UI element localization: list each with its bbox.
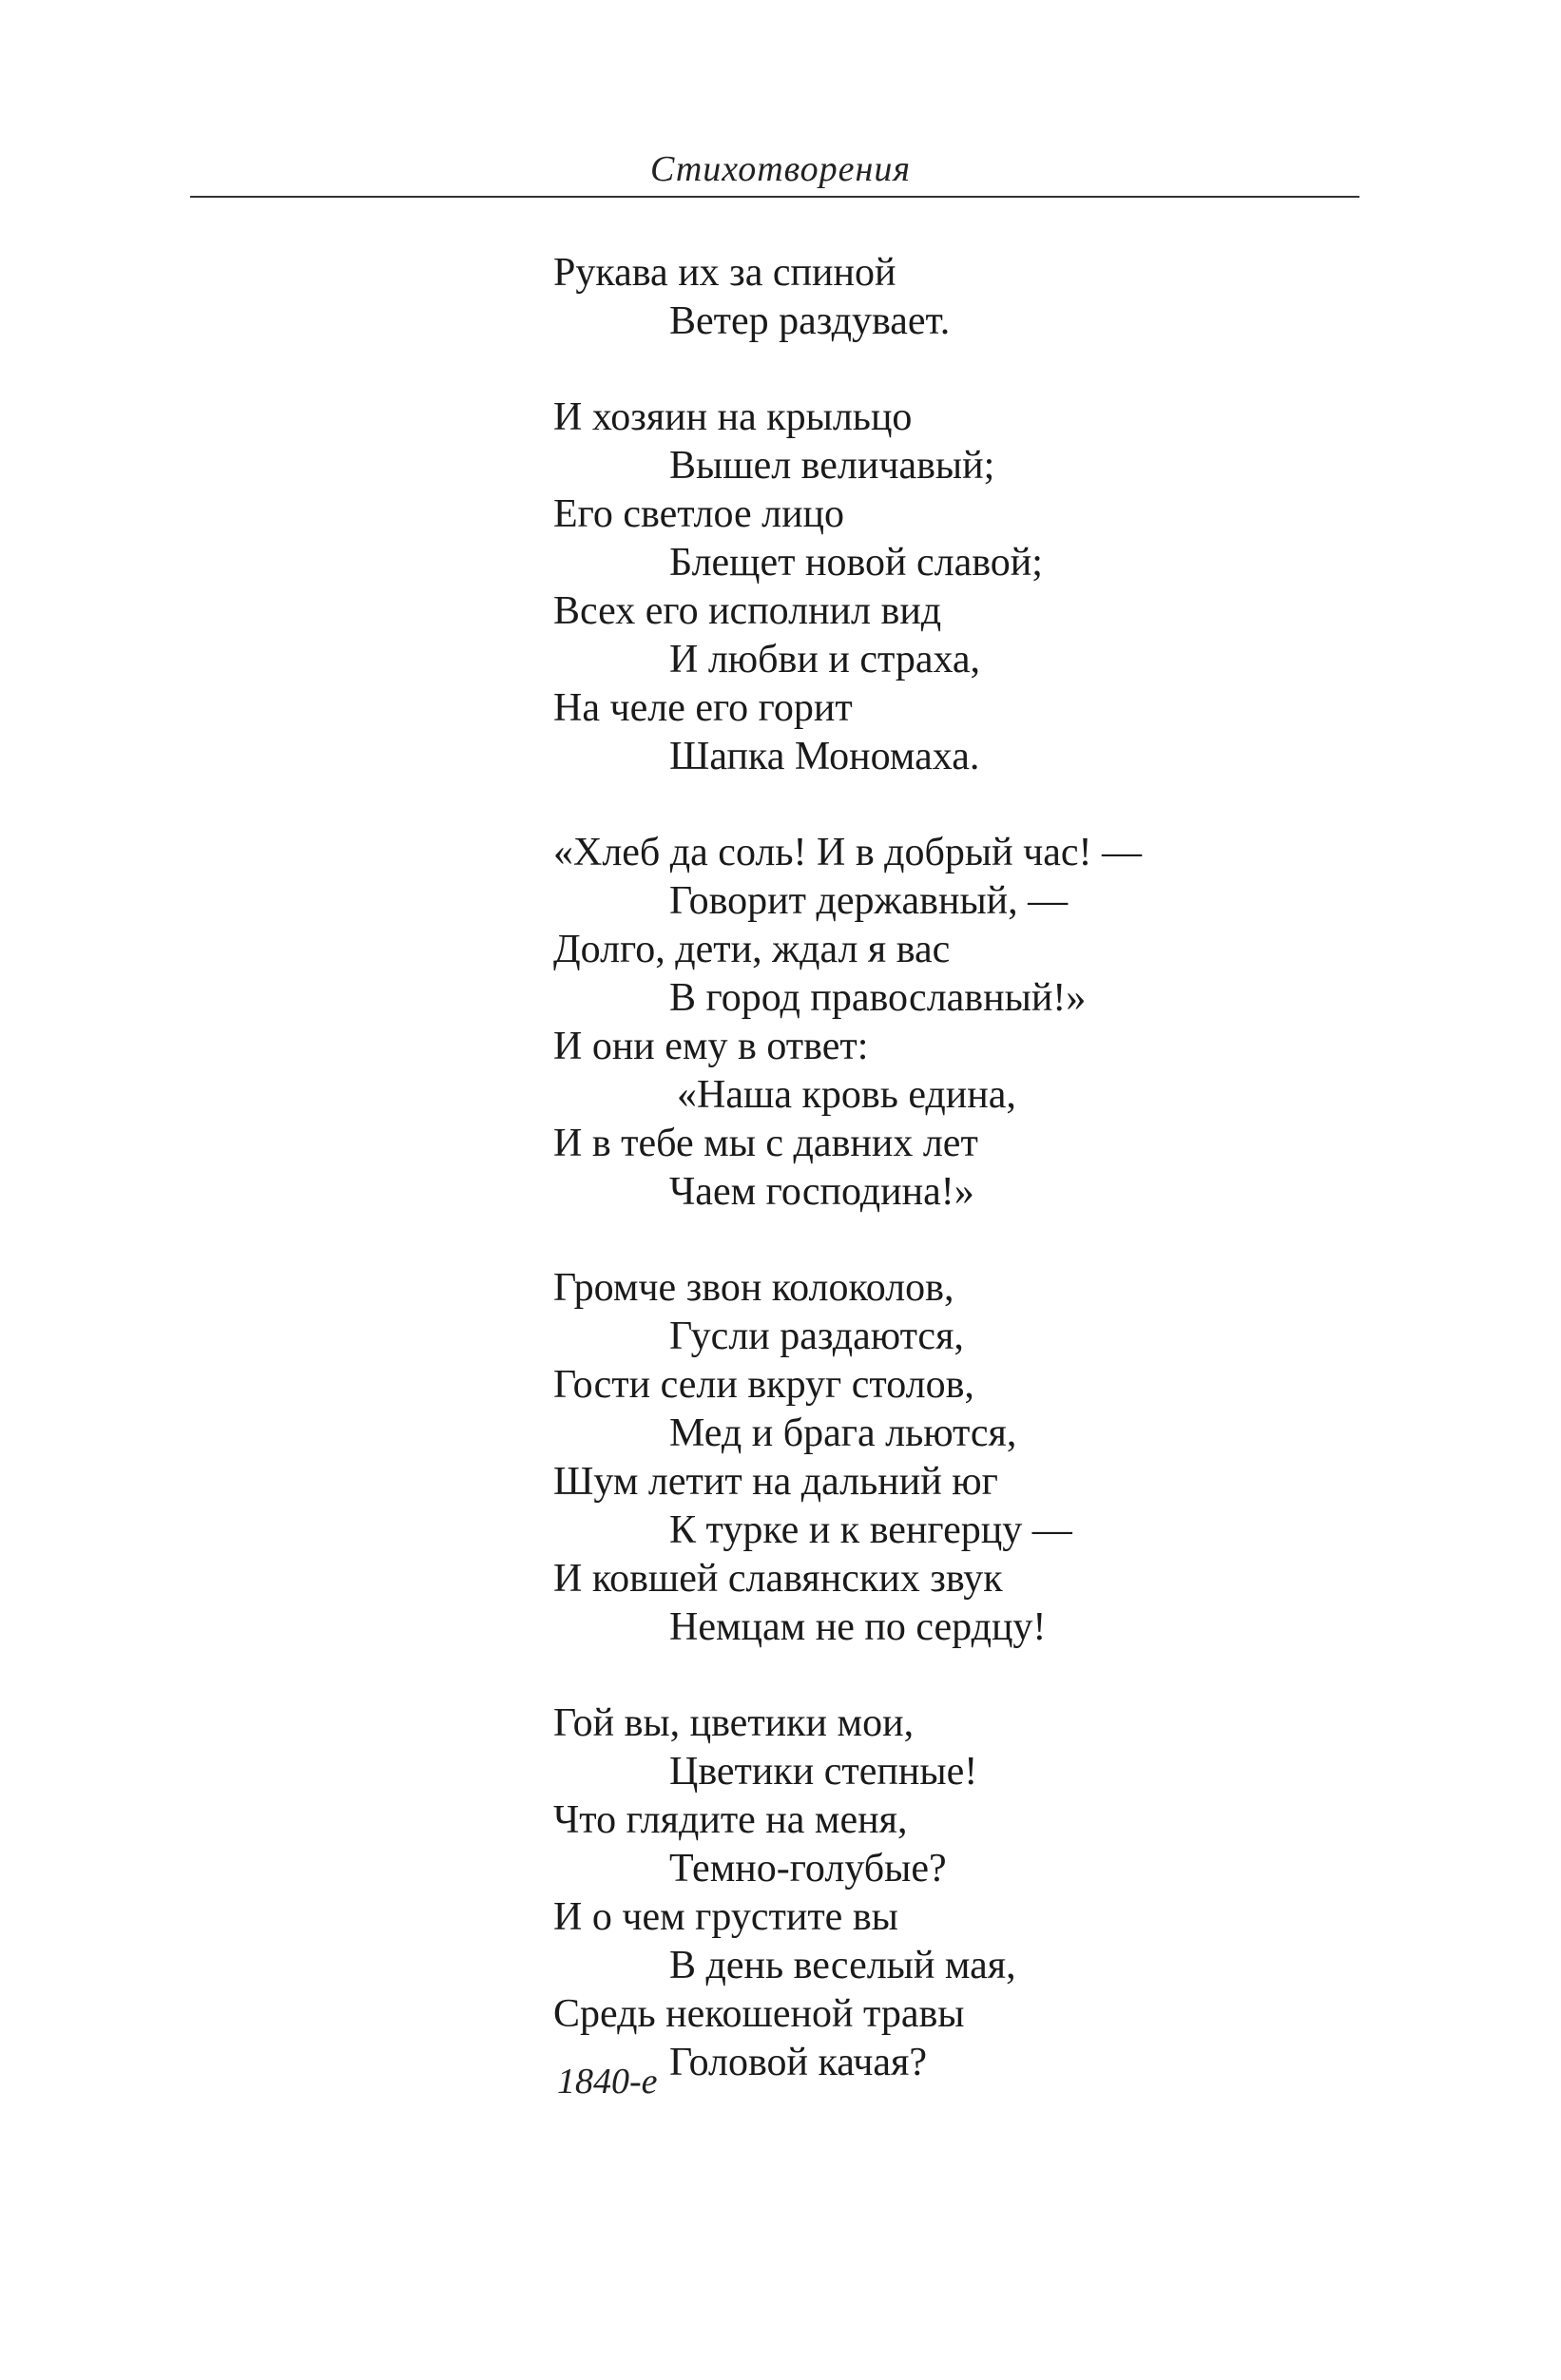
poem-line: И любви и страха, <box>669 638 981 681</box>
poem-line: И ковшей славянских звук <box>553 1557 1003 1601</box>
poem-line: Цветики степные! <box>669 1750 978 1794</box>
poem-line: Темно-голубые? <box>669 1847 947 1891</box>
poem-date: 1840-е <box>557 2062 658 2102</box>
poem-line: И о чем грустите вы <box>553 1895 898 1939</box>
poem-line: Громче звон колоколов, <box>553 1266 954 1310</box>
poem-line: Мед и брага льются, <box>669 1411 1017 1455</box>
poem-line: И в тебе мы с давних лет <box>553 1122 978 1165</box>
poem-line: «Хлеб да соль! И в добрый час! — <box>553 831 1142 874</box>
poem-line: В день веселый мая, <box>669 1944 1016 1987</box>
poem-line: Его светлое лицо <box>553 492 845 536</box>
poem-line: Гой вы, цветики мои, <box>553 1701 915 1745</box>
poem-line: Говорит державный, — <box>669 879 1069 923</box>
poem-line: «Наша кровь едина, <box>677 1073 1016 1117</box>
poem-line: И хозяин на крыльцо <box>553 395 913 439</box>
poem-line: Гости сели вкруг столов, <box>553 1363 974 1407</box>
stanza <box>553 829 1409 1217</box>
poem-line: Шапка Мономаха. <box>669 735 980 778</box>
poem-line: Что глядите на меня, <box>553 1798 908 1842</box>
poem-line: Рукава их за спиной <box>553 251 896 295</box>
poem-line: Вышел величавый; <box>669 444 995 488</box>
stanza <box>553 1264 1409 1652</box>
poem-line: Гусли раздаются, <box>669 1315 964 1358</box>
stanza <box>553 393 1409 781</box>
stanza <box>553 249 1409 346</box>
poem-line: Головой качая? <box>669 2041 927 2084</box>
header-rule <box>190 196 1359 198</box>
poem-line: Немцам не по сердцу! <box>669 1605 1047 1649</box>
poem-line: Чаем господина!» <box>669 1170 974 1214</box>
poem-line: Блещет новой славой; <box>669 541 1043 585</box>
poem-line: Долго, дети, ждал я вас <box>553 928 951 971</box>
poem-line: На челе его горит <box>553 686 853 730</box>
running-title: Стихотворения <box>649 149 912 189</box>
poem-line: Всех его исполнил вид <box>553 589 942 633</box>
poem-body <box>553 249 1409 2135</box>
stanza <box>553 1699 1409 2087</box>
poem-line: В город православный!» <box>669 976 1087 1020</box>
poem-line: Шум летит на дальний юг <box>553 1460 998 1504</box>
poem-line: К турке и к венгерцу — <box>669 1508 1072 1552</box>
poem-line: Средь некошеной травы <box>553 1992 965 2036</box>
poem-line: Ветер раздувает. <box>669 299 951 343</box>
poem-line: И они ему в ответ: <box>553 1025 869 1068</box>
